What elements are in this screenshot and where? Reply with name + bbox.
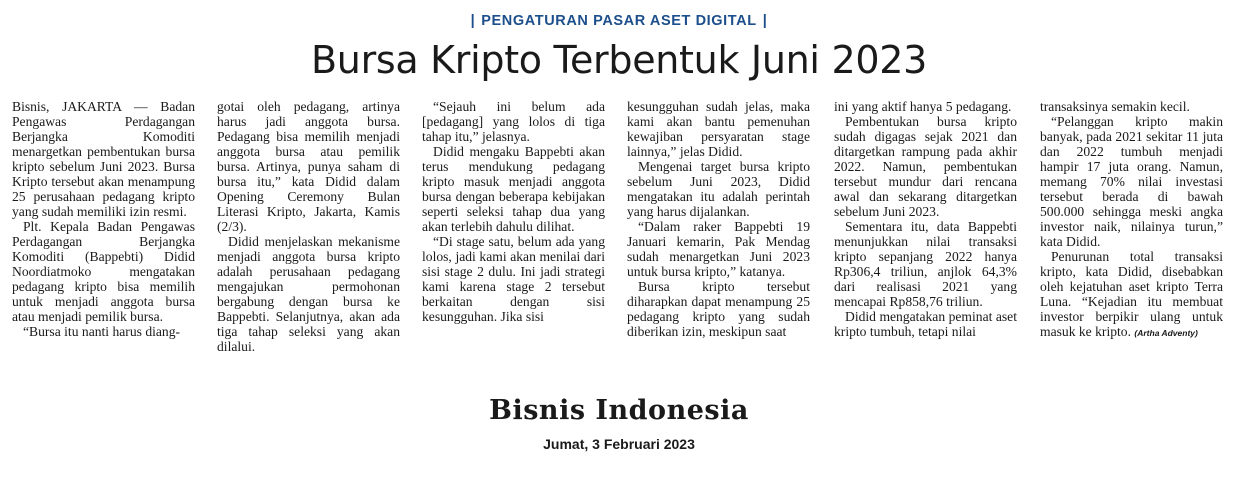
paragraph: Sementara itu, data Bappebti menunjukkan nilai transaksi kripto sepanjang 2022 hanya Rp306,4 triliun, anjlok 64,3% dari realisasi 2021 yang mencapai Rp858,76 triliun. [834,219,1017,309]
paragraph: Bursa kripto tersebut diharapkan dapat menampung 25 pedagang kripto yang sudah diberikan izin, meskipun saat [627,279,810,339]
article-column-3 [422,99,605,371]
paragraph-last [1040,249,1223,341]
paragraph: “Sejauh ini belum ada [pedagang] yang lolos di tiga tahap itu,” jelasnya. [422,99,605,144]
article-column-4 [627,99,810,371]
paragraph: Didid mengaku Bappebti akan terus mendukung pedagang kripto masuk menjadi anggota bursa dengan beberapa kebijakan seperti seleksi tahap dua yang akan terlebih dahulu dilihat. [422,144,605,234]
paragraph: “Dalam raker Bappebti 19 Januari kemarin, Pak Mendag sudah menargetkan Juni 2023 untuk bursa kripto,” katanya. [627,219,810,279]
kicker [0,13,1238,29]
publication-date: Jumat, 3 Februari 2023 [543,436,695,452]
paragraph: Didid menjelaskan mekanisme menjadi anggota bursa kripto adalah perusahaan pedagang mengajukan permohonan bergabung dengan bursa ke Bappebti. Selanjutnya, akan ada tiga tahap seleksi yang akan dilalui. [217,234,400,354]
paragraph: Mengenai target bursa kripto sebelum Juni 2023, Didid mengatakan itu adalah perintah yang harus dijalankan. [627,159,810,219]
paragraph: kesungguhan sudah jelas, maka kami akan bantu pemenuhan kewajiban persyaratan stage lainnya,” jelas Didid. [627,99,810,159]
paragraph: Pembentukan bursa kripto sudah digagas sejak 2021 dan ditargetkan rampung pada akhir 2022. Namun, pembentukan tersebut mundur dari rencana awal dan sekarang ditargetkan sebelum Juni 2023. [834,114,1017,219]
article-body [12,99,1230,371]
masthead-logo: Bisnis Indonesia [489,395,749,426]
kicker-bar-right: | [762,13,768,29]
paragraph: Didid mengatakan peminat aset kripto tumbuh, tetapi nilai [834,309,1017,339]
paragraph: “Pelanggan kripto makin banyak, pada 2021 sekitar 11 juta dan 2022 tumbuh menjadi hampir 17 juta orang. Namun, memang 70% nilai investasi tersebut berada di bawah 500.000 sehingga meski angka investor naik, nilainya turun,” kata Didid. [1040,114,1223,249]
paragraph: gotai oleh pedagang, artinya harus jadi anggota bursa. Pedagang bisa memilih menjadi anggota bursa atau pemilik bursa. Artinya, punya saham di bursa itu,” kata Didid dalam Opening Ceremony Bulan Literasi Kripto, Jakarta, Kamis (2/3). [217,99,400,234]
article-column-1 [12,99,195,371]
article-column-6 [1040,99,1223,371]
paragraph: ini yang aktif hanya 5 pedagang. [834,99,1012,114]
paragraph: Bisnis, JAKARTA — Badan Pengawas Perdagangan Berjangka Komoditi menargetkan pembentukan bursa kripto sebelum Juni 2023. Bursa Kripto tersebut akan menampung 25 perusahaan pedagang kripto yang sudah memiliki izin resmi. [12,99,195,219]
paragraph: “Di stage satu, belum ada yang lolos, jadi kami akan menilai dari sisi stage 2 dulu. Ini jadi strategi kami karena stage 2 tersebut berkaitan dengan sisi kesungguhan. Jika sisi [422,234,605,324]
paragraph: transaksinya semakin kecil. [1040,99,1190,114]
paragraph-text: Penurunan total transaksi kripto, kata Didid, disebabkan oleh kejatuhan aset kripto Terra Luna. “Kejadian itu membuat investor berpikir ulang untuk masuk ke kripto. [1040,249,1223,339]
kicker-text: PENGATURAN PASAR ASET DIGITAL [481,13,757,29]
article-column-5 [834,99,1017,371]
kicker-bar-left: | [470,13,476,29]
paragraph: Plt. Kepala Badan Pengawas Perdagangan Berjangka Komoditi (Bappebti) Didid Noordiatmoko mengatakan pedagang kripto bisa memilih untuk menjadi anggota bursa atau menjadi pemilik bursa. [12,219,195,324]
byline: (Artha Adventy) [1134,328,1198,338]
headline: Bursa Kripto Terbentuk Juni 2023 [311,38,927,82]
paragraph: “Bursa itu nanti harus diang- [23,324,181,339]
article-column-2 [217,99,400,371]
